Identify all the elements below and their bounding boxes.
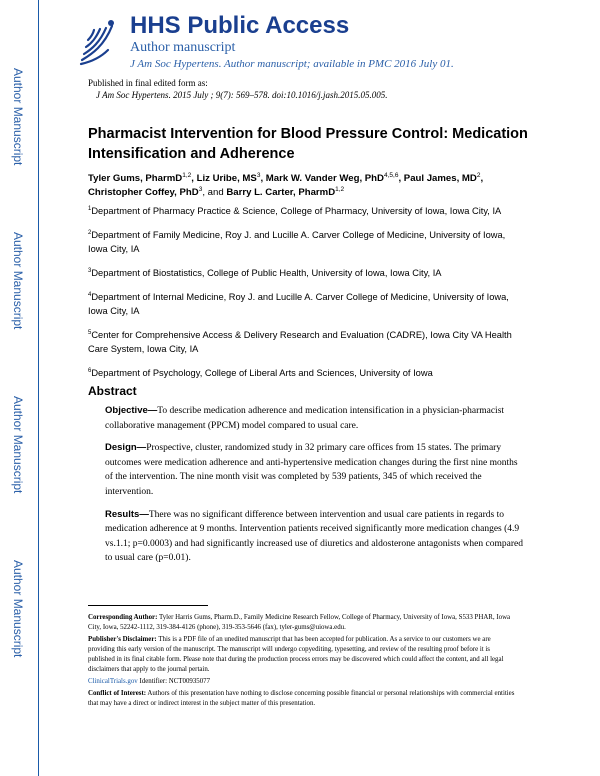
- corresponding-author: [88, 613, 516, 633]
- author-name: Barry L. Carter, PharmD: [226, 187, 336, 198]
- sidebar-divider: [38, 0, 39, 776]
- sidebar-label-1: Author Manuscript: [11, 68, 25, 166]
- affiliation-sup: 5: [88, 329, 92, 336]
- design-text: Prospective, cluster, randomized study in 32 primary care offices from 15 states. The primary outcomes were medication adherence and anti-hypertensive medication changes during the first nine months of the intervention. The nine month visit was completed by 539 patients, 345 of which received the intervention.: [105, 443, 518, 497]
- author-sup: 3: [198, 185, 203, 193]
- affiliation-text: Department of Psychology, College of Liberal Arts and Sciences, University of Iowa: [91, 368, 433, 378]
- and-word: , and: [202, 187, 224, 198]
- author-name: Tyler Gums, PharmD: [88, 173, 183, 184]
- affiliation: [88, 328, 524, 356]
- affiliation-sup: 1: [88, 205, 92, 212]
- published-citation: J Am Soc Hypertens. 2015 July ; 9(7): 569–578. doi:10.1016/j.jash.2015.05.005.: [96, 90, 388, 100]
- disclaimer-text: This is a PDF file of an unedited manuscript that has been accepted for publication. As a service to our customers we are providing this early version of the manuscript. The manuscript will undergo copyediting, typesetting, and review of the resulting proof before it is published in its final citable form. Please note that during the production process errors may be discovered which could affect the content, and all legal disclaimers that apply to the journal pertain.: [88, 636, 504, 673]
- clinicaltrials-link[interactable]: ClinicalTrials.gov: [88, 678, 138, 685]
- abstract-results: [105, 508, 525, 566]
- author-name: Liz Uribe, MS: [196, 173, 257, 184]
- abstract-design: [105, 441, 525, 499]
- results-text: There was no significant difference between intervention and usual care patients in regards to medication adherence at 9 months. Intervention patients received significantly more medication changes (4.9 vs.1.1; p=0.0003) and had significantly increased use of diuretics and aldosterone antagonists when compared to usual care (p=0.01).: [105, 509, 523, 564]
- footnotes: [88, 613, 516, 711]
- sidebar-label-4: Author Manuscript: [11, 560, 25, 658]
- abstract-heading: Abstract: [88, 384, 137, 398]
- trial-registration: [88, 677, 516, 687]
- sidebar-label-3: Author Manuscript: [11, 396, 25, 494]
- hhs-eagle-logo-icon: [78, 16, 116, 68]
- affiliation: [88, 366, 524, 380]
- footnote-divider: [88, 605, 208, 606]
- affiliation: [88, 266, 524, 280]
- corresponding-text: Tyler Harris Gums, Pharm.D., Family Medicine Research Fellow, College of Pharmacy, University of Iowa, S533 PHAR, Iowa City, Iowa, 52242-1112, 319-384-4126 (phone), 319-353-5646 (fax), tyler-gums@uiowa.edu.: [88, 614, 511, 631]
- design-label: Design—: [105, 442, 147, 454]
- author-sup: 1,2: [182, 171, 192, 179]
- conflict-of-interest: [88, 689, 516, 709]
- author-sup: 1,2: [335, 185, 345, 193]
- author-name: Paul James, MD: [403, 173, 477, 184]
- publisher-disclaimer: [88, 635, 516, 675]
- disclaimer-label: Publisher's Disclaimer:: [88, 636, 157, 643]
- author-sup: 3: [256, 171, 261, 179]
- author-list: Tyler Gums, PharmD$^{1,2}$, Liz Uribe, $MS^3$, Mark W. Vander Weg, PhD$^{4,5,6}$, Paul James, $MD^2$, Christopher Coffey, PhD$^3$, and Barry L. Carter, PharmD$^{1,2}$: [88, 171, 484, 198]
- affiliation-text: Center for Comprehensive Access & Delivery Research and Evaluation (CADRE), Iowa City VA Health Care System, Iowa City, IA: [88, 330, 512, 354]
- sidebar-label-2: Author Manuscript: [11, 232, 25, 330]
- article-title: Pharmacist Intervention for Blood Pressure Control: Medication Intensification and Adherence: [88, 126, 528, 162]
- hhs-title: HHS Public Access: [130, 12, 350, 39]
- conflict-text: Authors of this presentation have nothing to disclose concerning possible financial or personal relationships with commercial entities that may have a direct or indirect interest in the subject matter of this presentation.: [88, 690, 515, 707]
- author-sup: 2: [476, 171, 481, 179]
- pmc-citation-text: J Am Soc Hypertens. Author manuscript; available in PMC 2016 July 01.: [130, 58, 454, 70]
- affiliation: [88, 290, 524, 318]
- manuscript-subtitle: Author manuscript: [130, 40, 236, 55]
- abstract-body: [105, 404, 525, 574]
- author-name: Christopher Coffey, PhD: [88, 187, 199, 198]
- results-label: Results—: [105, 508, 149, 520]
- affiliation: [88, 228, 524, 256]
- affiliation-text: Department of Pharmacy Practice & Science, College of Pharmacy, University of Iowa, Iowa City, IA: [91, 206, 502, 216]
- affiliation-list: [88, 204, 524, 390]
- published-label: Published in final edited form as:: [88, 78, 208, 88]
- trial-identifier: Identifier: NCT00935077: [139, 678, 211, 685]
- affiliation-sup: 3: [88, 267, 92, 274]
- conflict-label: Conflict of Interest:: [88, 690, 147, 697]
- affiliation-text: Department of Biostatistics, College of Public Health, University of Iowa, Iowa City, IA: [91, 268, 442, 278]
- published-note: [88, 77, 388, 101]
- affiliation: [88, 204, 524, 218]
- author-sup: 4,5,6: [383, 171, 399, 179]
- affiliation-sup: 2: [88, 229, 92, 236]
- affiliation-sup: 6: [88, 367, 92, 374]
- corresponding-label: Corresponding Author:: [88, 614, 158, 621]
- author-name: Mark W. Vander Weg, PhD: [265, 173, 384, 184]
- affiliation-text: Department of Family Medicine, Roy J. and Lucille A. Carver College of Medicine, University of Iowa, Iowa City, IA: [88, 230, 506, 254]
- objective-text: To describe medication adherence and medication intensification in a physician-pharmacist collaborative management (PPCM) model compared to usual care.: [105, 406, 505, 431]
- affiliation-text: Department of Internal Medicine, Roy J. and Lucille A. Carver College of Medicine, University of Iowa, Iowa City, IA: [88, 292, 509, 316]
- abstract-objective: [105, 404, 525, 433]
- objective-label: Objective—: [105, 405, 158, 416]
- pmc-citation: [130, 57, 454, 71]
- affiliation-sup: 4: [88, 291, 92, 298]
